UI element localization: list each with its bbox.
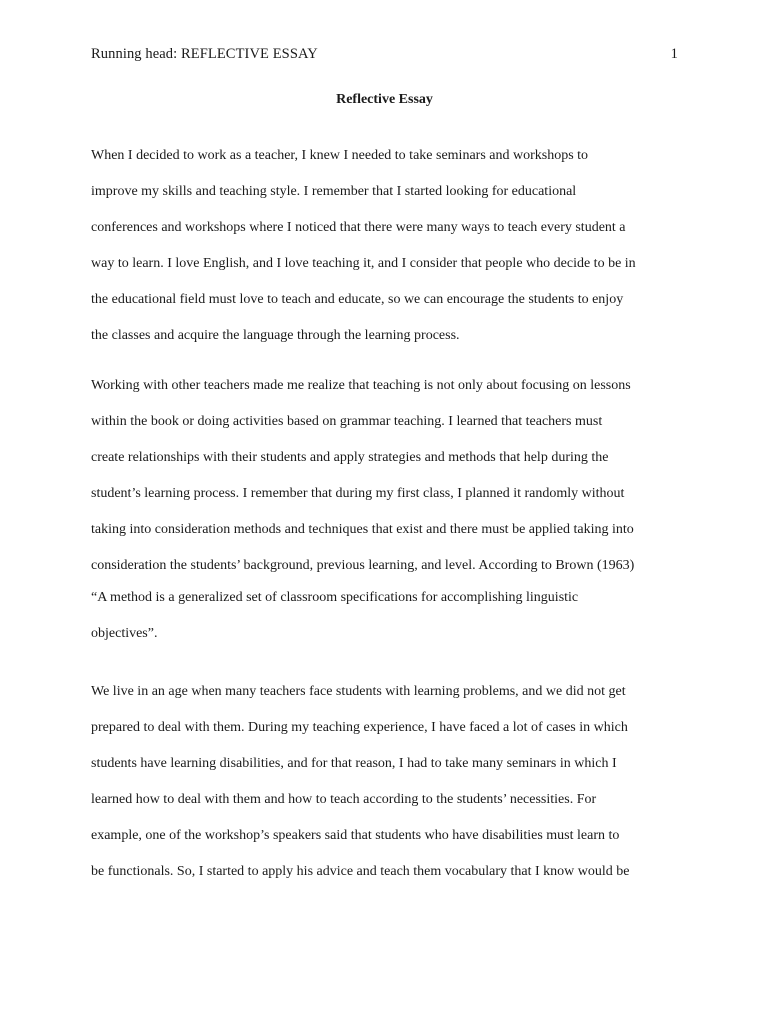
paragraph-line: When I decided to work as a teacher, I knew I needed to take seminars and workshops to	[91, 148, 589, 163]
paragraph-line: “A method is a generalized set of classroom specifications for accomplishing linguistic	[91, 590, 579, 605]
paragraph-line: students have learning disabilities, and for that reason, I had to take many seminars in which I	[91, 756, 617, 771]
document-title: Reflective Essay	[336, 92, 433, 107]
paragraph-line: taking into consideration methods and techniques that exist and there must be applied taking into	[91, 522, 634, 537]
paragraph-line: Working with other teachers made me realize that teaching is not only about focusing on lessons	[91, 378, 631, 393]
paragraph-line: conferences and workshops where I noticed that there were many ways to teach every student a	[91, 220, 626, 235]
paragraph-line: objectives”.	[91, 626, 158, 641]
paragraph-3	[91, 674, 678, 890]
paragraph-line: example, one of the workshop’s speakers said that students who have disabilities must learn to	[91, 828, 620, 843]
paragraph-1	[91, 138, 678, 354]
paragraph-line: be functionals. So, I started to apply his advice and teach them vocabulary that I know would be	[91, 864, 630, 879]
paragraph-2	[91, 368, 678, 652]
paragraph-line: within the book or doing activities based on grammar teaching. I learned that teachers must	[91, 414, 603, 429]
paragraph-line: improve my skills and teaching style. I remember that I started looking for educational	[91, 184, 577, 199]
paragraph-line: the educational field must love to teach and educate, so we can encourage the students to enjoy	[91, 292, 624, 307]
paragraph-line: prepared to deal with them. During my teaching experience, I have faced a lot of cases in which	[91, 720, 628, 735]
paragraph-line: learned how to deal with them and how to teach according to the students’ necessities. For	[91, 792, 597, 807]
paragraph-line: the classes and acquire the language through the learning process.	[91, 328, 460, 343]
page-header	[91, 46, 678, 68]
page-number: 1	[670, 46, 678, 62]
paragraph-line: create relationships with their students and apply strategies and methods that help during the	[91, 450, 609, 465]
paragraph-line: student’s learning process. I remember that during my first class, I planned it randomly without	[91, 486, 625, 501]
paragraph-line: consideration the students’ background, previous learning, and level. According to Brown (1963)	[91, 558, 635, 573]
paragraph-line: way to learn. I love English, and I love teaching it, and I consider that people who decide to be in	[91, 256, 636, 271]
paragraph-line: We live in an age when many teachers face students with learning problems, and we did not get	[91, 684, 626, 699]
running-head: Running head: REFLECTIVE ESSAY	[91, 46, 318, 62]
